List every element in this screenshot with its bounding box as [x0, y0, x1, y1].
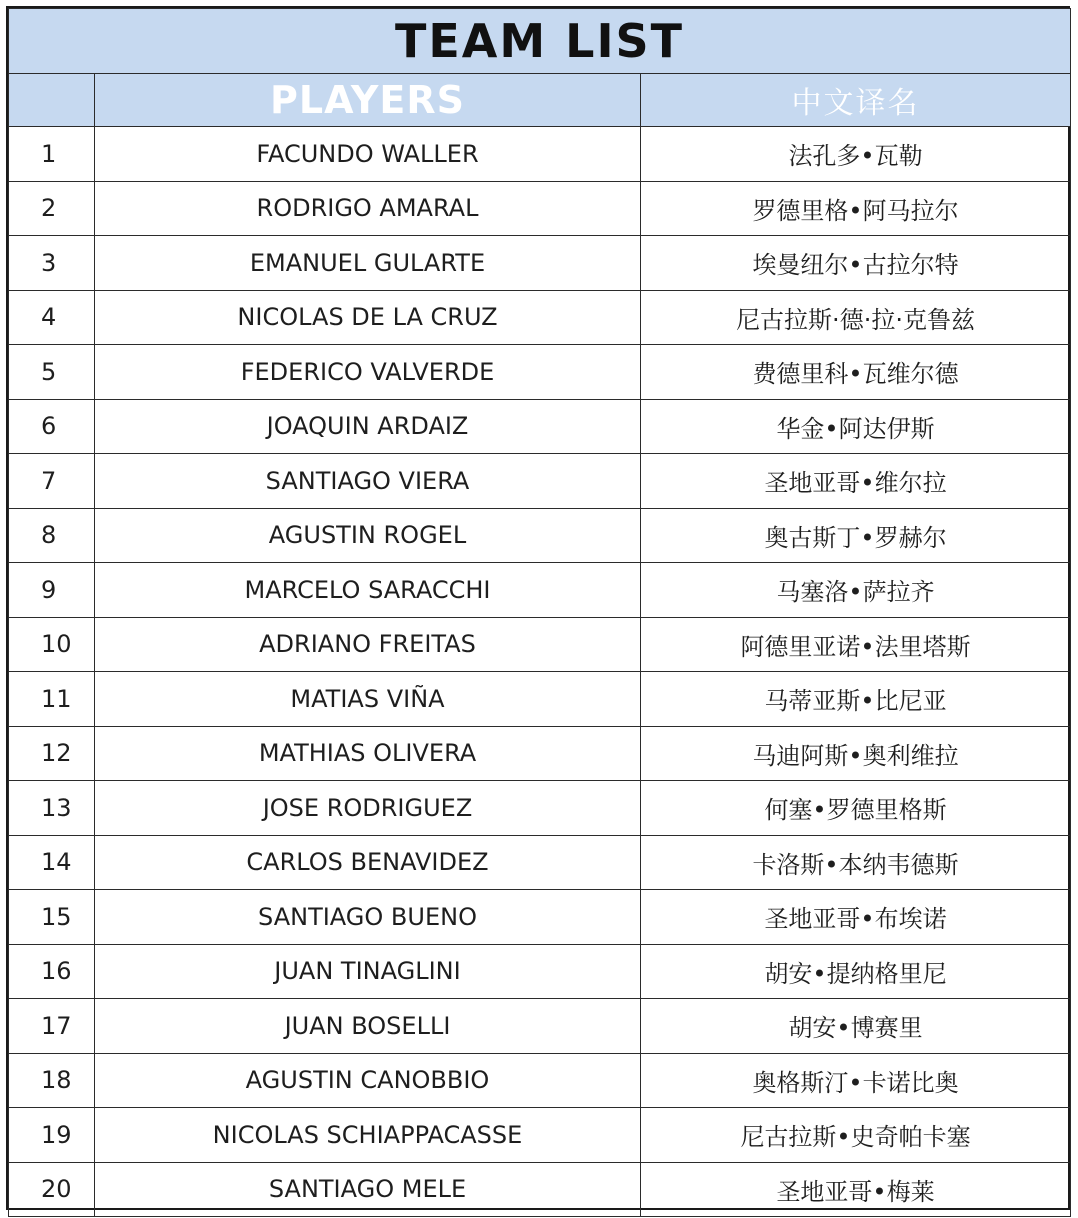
- player-name: JUAN TINAGLINI: [95, 944, 641, 999]
- player-name: SANTIAGO VIERA: [95, 454, 641, 509]
- player-number-cell: [9, 563, 95, 618]
- player-chinese-name: 胡安•博赛里: [641, 999, 1071, 1054]
- team-list-sheet: [6, 6, 1070, 1210]
- table-row: [9, 181, 1071, 236]
- player-name: AGUSTIN CANOBBIO: [95, 1053, 641, 1108]
- player-number-cell: [9, 781, 95, 836]
- player-number-cell: [9, 181, 95, 236]
- player-name: NICOLAS DE LA CRUZ: [95, 290, 641, 345]
- player-number: 4: [41, 303, 57, 332]
- player-name: AGUSTIN ROGEL: [95, 508, 641, 563]
- player-number-cell: [9, 454, 95, 509]
- player-chinese-name: 圣地亚哥•梅莱: [641, 1162, 1071, 1217]
- header-row: [9, 74, 1071, 127]
- table-row: [9, 127, 1071, 182]
- table-row: [9, 290, 1071, 345]
- player-number-cell: [9, 345, 95, 400]
- player-number-cell: [9, 672, 95, 727]
- player-number: 6: [41, 412, 57, 441]
- player-number-cell: [9, 890, 95, 945]
- player-number-cell: [9, 1162, 95, 1217]
- player-chinese-name: 罗德里格•阿马拉尔: [641, 181, 1071, 236]
- player-number: 18: [41, 1066, 72, 1095]
- player-number: 9: [41, 575, 57, 604]
- player-number: 14: [41, 848, 72, 877]
- player-chinese-name: 卡洛斯•本纳韦德斯: [641, 835, 1071, 890]
- player-number-cell: [9, 726, 95, 781]
- player-name: MATHIAS OLIVERA: [95, 726, 641, 781]
- player-name: SANTIAGO MELE: [95, 1162, 641, 1217]
- player-number: 5: [41, 357, 57, 386]
- player-number: 13: [41, 793, 72, 822]
- page-title: TEAM LIST: [9, 9, 1071, 74]
- player-chinese-name: 马蒂亚斯•比尼亚: [641, 672, 1071, 727]
- player-name: NICOLAS SCHIAPPACASSE: [95, 1108, 641, 1163]
- table-row: [9, 944, 1071, 999]
- table-row: [9, 999, 1071, 1054]
- player-chinese-name: 尼古拉斯·德·拉·克鲁兹: [641, 290, 1071, 345]
- player-number-cell: [9, 1108, 95, 1163]
- player-number-cell: [9, 508, 95, 563]
- player-name: RODRIGO AMARAL: [95, 181, 641, 236]
- table-row: [9, 672, 1071, 727]
- player-number: 2: [41, 194, 57, 223]
- player-name: EMANUEL GULARTE: [95, 236, 641, 291]
- player-name: FEDERICO VALVERDE: [95, 345, 641, 400]
- table-row: [9, 617, 1071, 672]
- table-row: [9, 236, 1071, 291]
- player-name: JOSE RODRIGUEZ: [95, 781, 641, 836]
- player-name: MARCELO SARACCHI: [95, 563, 641, 618]
- player-number-cell: [9, 127, 95, 182]
- player-number: 11: [41, 684, 72, 713]
- player-chinese-name: 费德里科•瓦维尔德: [641, 345, 1071, 400]
- player-number-cell: [9, 999, 95, 1054]
- table-row: [9, 454, 1071, 509]
- table-row: [9, 345, 1071, 400]
- player-number: 16: [41, 957, 72, 986]
- player-number-cell: [9, 944, 95, 999]
- player-chinese-name: 马塞洛•萨拉齐: [641, 563, 1071, 618]
- table-row: [9, 781, 1071, 836]
- player-chinese-name: 华金•阿达伊斯: [641, 399, 1071, 454]
- table-row: [9, 726, 1071, 781]
- player-number-cell: [9, 399, 95, 454]
- player-chinese-name: 阿德里亚诺•法里塔斯: [641, 617, 1071, 672]
- table-row: [9, 1162, 1071, 1217]
- player-name: ADRIANO FREITAS: [95, 617, 641, 672]
- player-number-cell: [9, 236, 95, 291]
- player-number-cell: [9, 290, 95, 345]
- player-name: JUAN BOSELLI: [95, 999, 641, 1054]
- player-number: 12: [41, 739, 72, 768]
- player-chinese-name: 尼古拉斯•史奇帕卡塞: [641, 1108, 1071, 1163]
- table-row: [9, 1053, 1071, 1108]
- player-name: MATIAS VIÑA: [95, 672, 641, 727]
- player-chinese-name: 圣地亚哥•维尔拉: [641, 454, 1071, 509]
- title-row: [9, 9, 1071, 74]
- player-number-cell: [9, 1053, 95, 1108]
- table-row: [9, 563, 1071, 618]
- player-chinese-name: 何塞•罗德里格斯: [641, 781, 1071, 836]
- chinese-name-column-header: 中文译名: [641, 74, 1071, 127]
- player-name: FACUNDO WALLER: [95, 127, 641, 182]
- player-chinese-name: 圣地亚哥•布埃诺: [641, 890, 1071, 945]
- player-number: 15: [41, 902, 72, 931]
- player-number: 20: [41, 1175, 72, 1204]
- player-chinese-name: 埃曼纽尔•古拉尔特: [641, 236, 1071, 291]
- players-column-header: PLAYERS: [95, 74, 641, 127]
- table-row: [9, 835, 1071, 890]
- player-number: 1: [41, 139, 57, 168]
- player-number: 3: [41, 248, 57, 277]
- table-row: [9, 1108, 1071, 1163]
- table-row: [9, 399, 1071, 454]
- player-name: CARLOS BENAVIDEZ: [95, 835, 641, 890]
- player-chinese-name: 马迪阿斯•奥利维拉: [641, 726, 1071, 781]
- player-name: SANTIAGO BUENO: [95, 890, 641, 945]
- player-number-cell: [9, 617, 95, 672]
- player-chinese-name: 法孔多•瓦勒: [641, 127, 1071, 182]
- player-number-cell: [9, 835, 95, 890]
- player-number: 17: [41, 1011, 72, 1040]
- player-number: 10: [41, 630, 72, 659]
- number-column-header: [9, 74, 95, 127]
- player-chinese-name: 奥格斯汀•卡诺比奥: [641, 1053, 1071, 1108]
- team-list-table: [8, 8, 1071, 1217]
- player-chinese-name: 奥古斯丁•罗赫尔: [641, 508, 1071, 563]
- player-name: JOAQUIN ARDAIZ: [95, 399, 641, 454]
- player-chinese-name: 胡安•提纳格里尼: [641, 944, 1071, 999]
- player-number: 19: [41, 1120, 72, 1149]
- table-row: [9, 508, 1071, 563]
- player-number: 7: [41, 466, 57, 495]
- table-row: [9, 890, 1071, 945]
- player-number: 8: [41, 521, 57, 550]
